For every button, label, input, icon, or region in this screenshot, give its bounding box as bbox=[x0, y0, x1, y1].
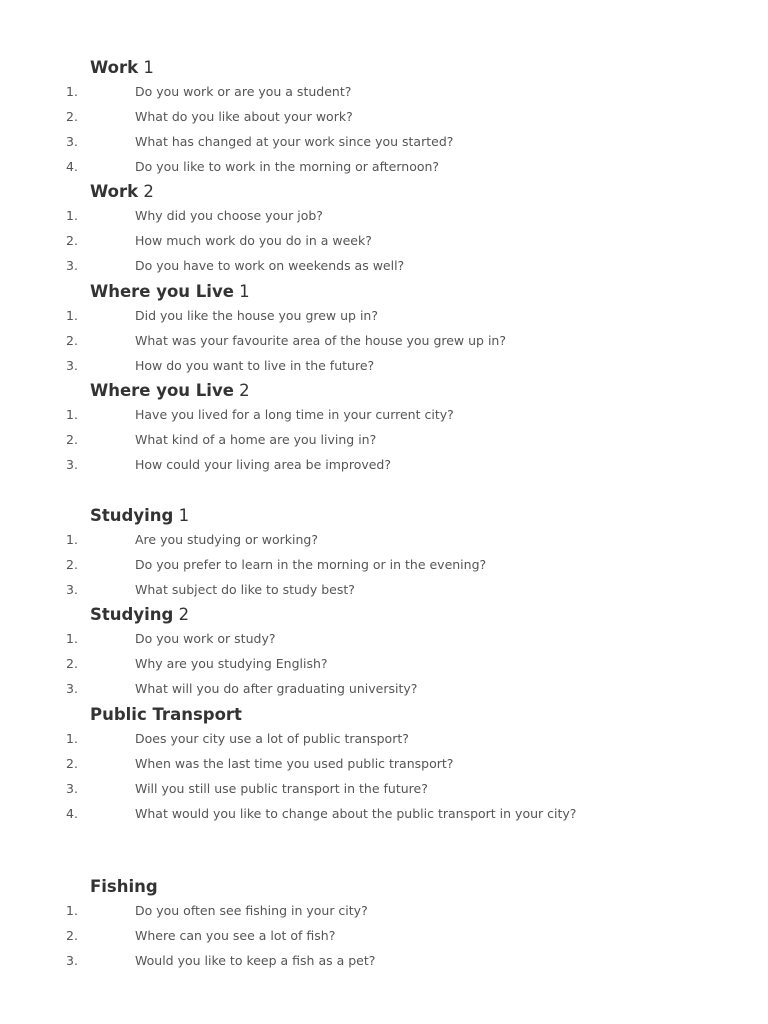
list-number: 4. bbox=[66, 159, 78, 174]
section-heading bbox=[90, 57, 154, 79]
question-item bbox=[0, 83, 700, 108]
question-list bbox=[0, 902, 700, 977]
list-number: 1. bbox=[66, 532, 78, 547]
section-title: Fishing bbox=[90, 877, 158, 896]
question-item bbox=[0, 755, 700, 780]
list-number: 3. bbox=[66, 457, 78, 472]
section-number: 2 bbox=[178, 605, 190, 624]
question-list bbox=[0, 730, 700, 830]
question-text: Did you like the house you grew up in? bbox=[135, 308, 378, 323]
question-list bbox=[0, 207, 700, 282]
list-number: 3. bbox=[66, 258, 78, 273]
question-text: Do you work or study? bbox=[135, 631, 276, 646]
question-item bbox=[0, 680, 700, 705]
list-number: 1. bbox=[66, 731, 78, 746]
question-list bbox=[0, 531, 700, 606]
question-item bbox=[0, 406, 700, 431]
list-number: 3. bbox=[66, 134, 78, 149]
list-number: 2. bbox=[66, 233, 78, 248]
question-list bbox=[0, 630, 700, 705]
list-number: 1. bbox=[66, 84, 78, 99]
question-text: What has changed at your work since you started? bbox=[135, 134, 454, 149]
question-list bbox=[0, 307, 700, 382]
section-number: 1 bbox=[239, 282, 250, 301]
question-item bbox=[0, 531, 700, 556]
question-item bbox=[0, 730, 700, 755]
section-number: 1 bbox=[143, 58, 154, 77]
question-item bbox=[0, 133, 700, 158]
question-text: What subject do like to study best? bbox=[135, 582, 355, 597]
section-heading bbox=[90, 181, 154, 203]
question-item bbox=[0, 332, 700, 357]
section-heading bbox=[90, 604, 189, 626]
section-title: Where you Live bbox=[90, 282, 234, 301]
question-text: Do you like to work in the morning or afternoon? bbox=[135, 159, 440, 174]
question-text: Would you like to keep a fish as a pet? bbox=[135, 953, 376, 968]
question-item bbox=[0, 357, 700, 382]
list-number: 1. bbox=[66, 903, 78, 918]
question-text: Do you work or are you a student? bbox=[135, 84, 352, 99]
question-item bbox=[0, 952, 700, 977]
question-text: Have you lived for a long time in your current city? bbox=[135, 407, 454, 422]
list-number: 1. bbox=[66, 208, 78, 223]
section-heading bbox=[90, 704, 242, 726]
list-number: 3. bbox=[66, 953, 78, 968]
list-number: 2. bbox=[66, 656, 78, 671]
question-text: How do you want to live in the future? bbox=[135, 358, 375, 373]
question-item bbox=[0, 630, 700, 655]
question-text: What will you do after graduating university? bbox=[135, 681, 418, 696]
section-number: 1 bbox=[178, 506, 190, 525]
section-heading bbox=[90, 281, 250, 303]
question-item bbox=[0, 158, 700, 183]
question-item bbox=[0, 927, 700, 952]
question-item bbox=[0, 431, 700, 456]
question-text: Are you studying or working? bbox=[135, 532, 318, 547]
question-text: How much work do you do in a week? bbox=[135, 233, 372, 248]
question-item bbox=[0, 456, 700, 481]
list-number: 3. bbox=[66, 781, 78, 796]
question-item bbox=[0, 805, 700, 830]
question-list bbox=[0, 406, 700, 481]
question-text: Will you still use public transport in the future? bbox=[135, 781, 428, 796]
section-heading bbox=[90, 505, 189, 527]
list-number: 2. bbox=[66, 557, 78, 572]
list-number: 1. bbox=[66, 407, 78, 422]
question-text: How could your living area be improved? bbox=[135, 457, 391, 472]
question-item bbox=[0, 307, 700, 332]
question-text: Does your city use a lot of public transport? bbox=[135, 731, 409, 746]
question-list bbox=[0, 83, 700, 183]
list-number: 3. bbox=[66, 582, 78, 597]
list-number: 2. bbox=[66, 109, 78, 124]
question-item bbox=[0, 257, 700, 282]
list-number: 4. bbox=[66, 806, 78, 821]
question-item bbox=[0, 655, 700, 680]
list-number: 1. bbox=[66, 308, 78, 323]
question-item bbox=[0, 207, 700, 232]
question-text: Where can you see a lot of fish? bbox=[135, 928, 336, 943]
question-text: What was your favourite area of the house you grew up in? bbox=[135, 333, 506, 348]
list-number: 2. bbox=[66, 928, 78, 943]
section-number: 2 bbox=[239, 381, 250, 400]
list-number: 3. bbox=[66, 358, 78, 373]
question-item bbox=[0, 108, 700, 133]
section-title: Studying bbox=[90, 506, 174, 525]
question-item bbox=[0, 902, 700, 927]
section-title: Work bbox=[90, 182, 139, 201]
section-number: 2 bbox=[143, 182, 154, 201]
section-title: Where you Live bbox=[90, 381, 234, 400]
section-heading bbox=[90, 380, 250, 402]
question-text: Do you often see fishing in your city? bbox=[135, 903, 368, 918]
list-number: 2. bbox=[66, 432, 78, 447]
question-item bbox=[0, 581, 700, 606]
question-text: When was the last time you used public transport? bbox=[135, 756, 454, 771]
section-heading bbox=[90, 876, 158, 898]
question-item bbox=[0, 232, 700, 257]
question-text: Do you have to work on weekends as well? bbox=[135, 258, 405, 273]
list-number: 2. bbox=[66, 756, 78, 771]
section-title: Work bbox=[90, 58, 139, 77]
question-text: Why did you choose your job? bbox=[135, 208, 323, 223]
list-number: 1. bbox=[66, 631, 78, 646]
question-text: Why are you studying English? bbox=[135, 656, 328, 671]
list-number: 2. bbox=[66, 333, 78, 348]
question-item bbox=[0, 780, 700, 805]
question-text: What would you like to change about the public transport in your city? bbox=[135, 806, 577, 821]
question-text: What kind of a home are you living in? bbox=[135, 432, 377, 447]
question-text: Do you prefer to learn in the morning or in the evening? bbox=[135, 557, 487, 572]
question-item bbox=[0, 556, 700, 581]
question-text: What do you like about your work? bbox=[135, 109, 353, 124]
section-title: Public Transport bbox=[90, 705, 242, 724]
section-title: Studying bbox=[90, 605, 174, 624]
list-number: 3. bbox=[66, 681, 78, 696]
